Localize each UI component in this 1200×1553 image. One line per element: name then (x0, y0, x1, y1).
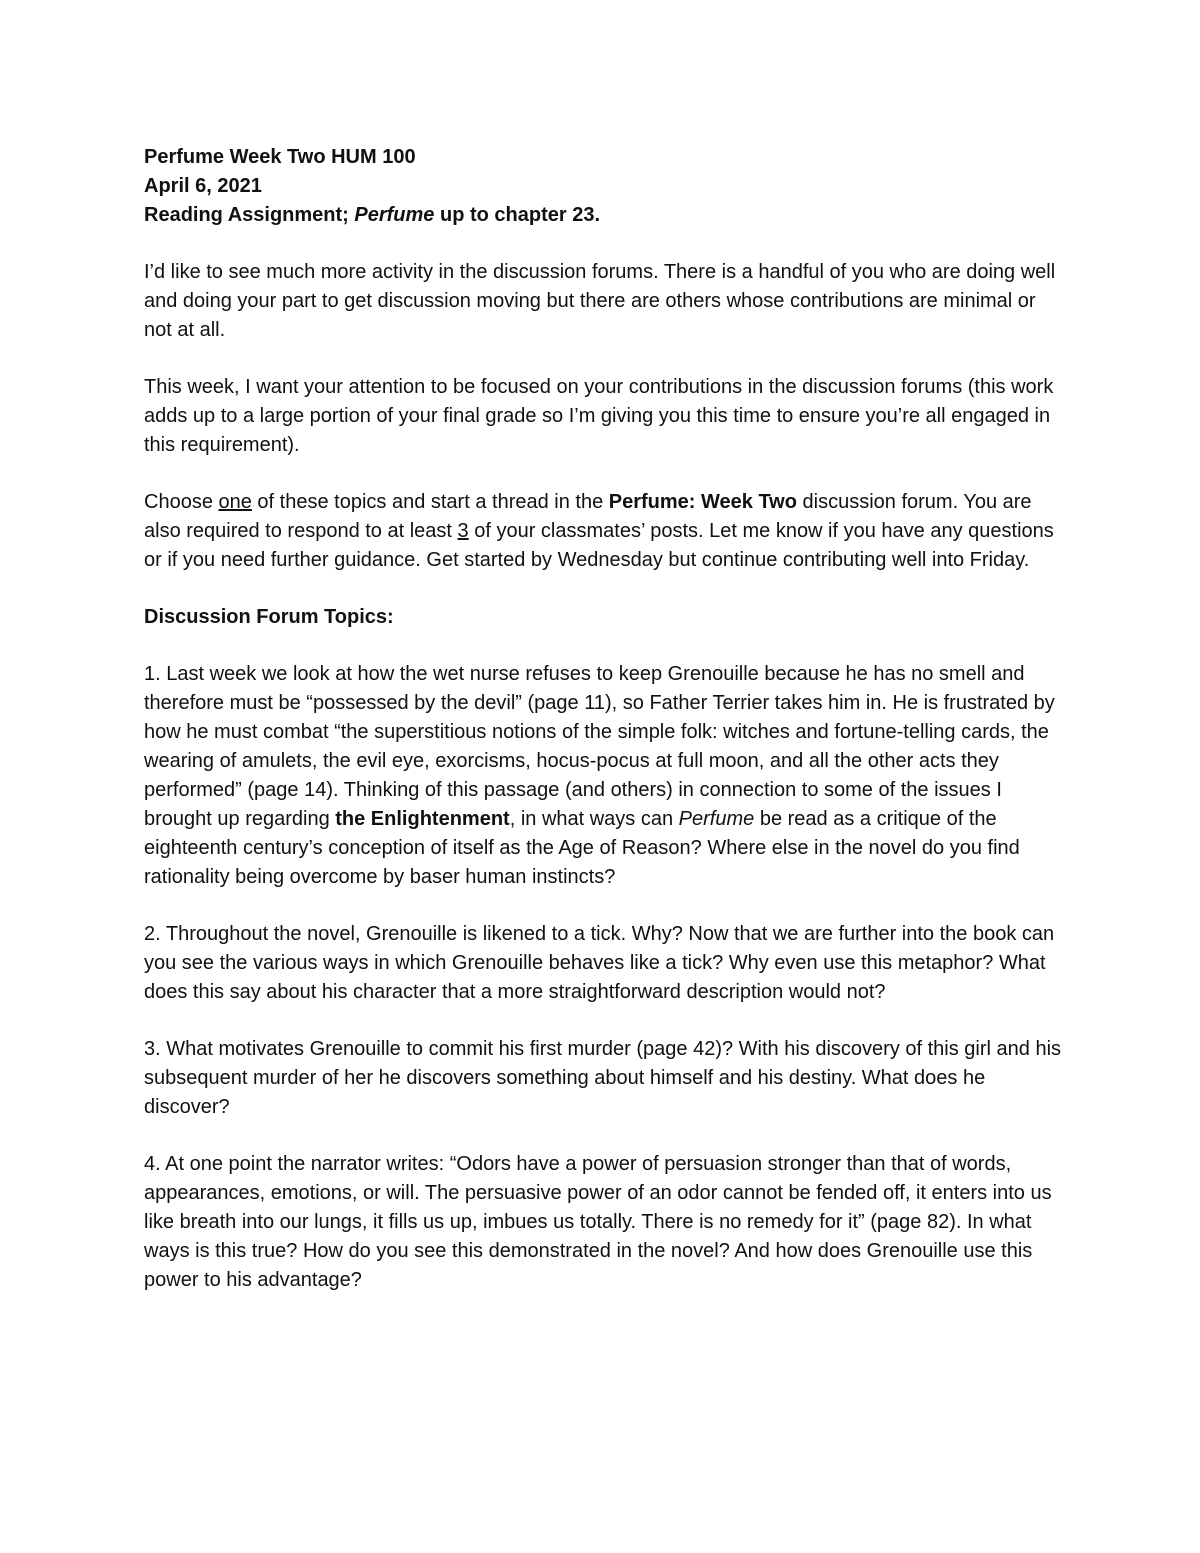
para3-part-4: of your classmates’ posts. Let me know if you have any questions or if you need further guidance. Get started by Wednesday but continue contributing well into Friday. (144, 520, 1054, 571)
topic-1 (144, 660, 1064, 892)
para3-three-underlined: 3 (457, 520, 469, 542)
reading-assignment (144, 201, 1064, 230)
topic-1-book-title: Perfume (678, 808, 755, 830)
document-title: Perfume Week Two HUM 100 (144, 146, 416, 168)
reading-prefix: Reading Assignment; (144, 204, 355, 226)
reading-book-title: Perfume (354, 204, 435, 226)
topic-1-part-1: 1. Last week we look at how the wet nurse refuses to keep Grenouille because he has no smell and therefore must be “possessed by the devil” (page 11), so Father Terrier takes him in. He is frustrated by how he must combat “the superstitious notions of the simple folk: witches and fortune-telling cards, the wearing of amulets, the evil eye, exorcisms, hocus-pocus at full moon, and all the other acts they performed” (page 14). Thinking of this passage (and others) in connection to some of the issues I brought up regarding (144, 663, 1055, 830)
topic-4: 4. At one point the narrator writes: “Odors have a power of persuasion stronger than that of words, appearances, emotions, or will. The persuasive power of an odor cannot be fended off, it enters into us like breath into our lungs, it fills us up, imbues us totally. There is no remedy for it” (page 82). In what ways is this true? How do you see this demonstrated in the novel? And how does Grenouille use this power to his advantage? (144, 1153, 1052, 1291)
para3-one-underlined: one (218, 491, 252, 513)
topic-1-part-3: be read as a critique of the eighteenth century’s conception of itself as the Age of Reason? Where else in the novel do you find rationality being overcome by baser human instincts? (144, 808, 1020, 888)
intro-paragraph-2: This week, I want your attention to be focused on your contributions in the discussion forums (this work adds up to a large portion of your final grade so I’m giving you this time to ensure you’re all engaged in this requirement). (144, 376, 1054, 456)
topic-1-part-2: , in what ways can (509, 808, 679, 830)
reading-suffix: up to chapter 23. (434, 204, 601, 226)
para3-forum-name: Perfume: Week Two (608, 491, 797, 513)
topics-heading: Discussion Forum Topics: (144, 606, 394, 628)
document-date: April 6, 2021 (144, 175, 262, 197)
topic-1-enlightenment: the Enlightenment (335, 808, 510, 830)
intro-paragraph-3 (144, 488, 1064, 575)
topic-3: 3. What motivates Grenouille to commit his first murder (page 42)? With his discovery of this girl and his subsequent murder of her he discovers something about himself and his destiny. What does he discover? (144, 1038, 1062, 1118)
document-page (144, 143, 1064, 1295)
para3-part-1: Choose (144, 491, 219, 513)
para3-part-2: of these topics and start a thread in the (251, 491, 609, 513)
para3-part-3: discussion forum. You are also required to respond to at least (144, 491, 1032, 542)
intro-paragraph-1: I’d like to see much more activity in the discussion forums. There is a handful of you who are doing well and doing your part to get discussion moving but there are others whose contributions are minimal or not at all. (144, 261, 1056, 341)
topic-2: 2. Throughout the novel, Grenouille is likened to a tick. Why? Now that we are further into the book can you see the various ways in which Grenouille behaves like a tick? Why even use this metaphor? What does this say about his character that a more straightforward description would not? (144, 923, 1055, 1003)
